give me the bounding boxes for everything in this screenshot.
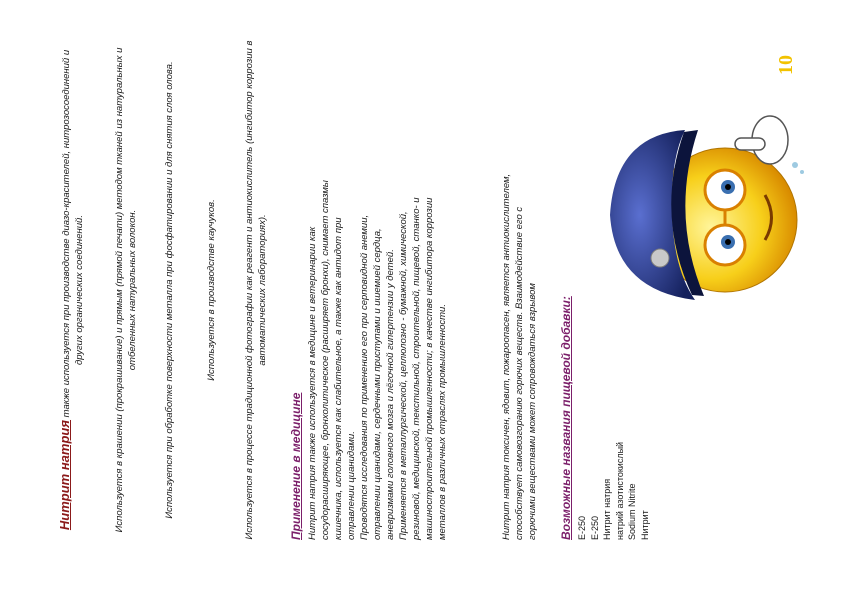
additive-name: Нитрит натрия [602,478,612,540]
warning-line: Нитрит натрия токсичен, ядовит, пожароопасен, является антиокислителем, [501,173,512,540]
warning-line: способствует самовозгоранию горючих веществ. Взаимодействие его с [514,206,525,540]
police-smiley-illustration [600,100,810,330]
medicine-line: отравлении цианидами. [346,431,357,540]
medicine-line: Нитрит натрия также используется в медицине и ветеринарии как [307,226,318,540]
warning-text [500,20,539,540]
paragraph-photo: Используется в процессе традиционной фотографии как реагент и антиокислитель (ингибитор коррозии в автоматических лабораториях). [244,40,268,540]
intro-block [58,40,86,540]
additive-name: Нитрит [639,510,650,540]
medicine-line: сосудорасширяющее, бронхолитическое (расширяет бронхи), снимает спазмы [320,180,331,540]
additive-heading-block [560,296,574,540]
medicine-line: Применяется в металлургической, целлюлозно - бумажной, химической, [398,211,409,540]
additive-name: E-250 [577,515,587,540]
medicine-heading: Применение в медицине [289,392,303,540]
additive-heading: Возможные названия пищевой добавки: [559,296,573,540]
medicine-text [306,20,449,540]
medicine-line: машиностроительной промышленности; в качестве ингибитора коррозии [424,197,435,540]
intro-title: Нитрит натрия [57,419,72,531]
medicine-line: аневризмами головного мозга и лёгочной гипертензии у детей. [385,249,396,540]
paragraph-dyeing: Используется в крашении (прокрашивание) и прямым (прямой печати) методом тканей из натуральных и отбеленных натуральных волокон. [114,47,138,533]
medicine-line: металлов в различных отраслях промышленности. [437,304,448,540]
paragraph-rubber: Используется в производстве каучуков. [206,199,217,381]
intro-text: также используется при производстве диазо-красителей, нитрозосоединений и других органических соединений. [61,49,85,420]
additive-names-list [576,340,651,540]
medicine-line: кишечника, используется как слабительное, а также как антидот при [333,217,344,540]
warning-line: горючими веществами может сопровождаться взрывом [527,283,538,540]
page-number: 10 [775,55,797,75]
medicine-line: резиновой, медицинской, текстильной, строительной, пищевой, станко- и [411,197,422,540]
additive-name: натрий азотистокислый [614,441,625,540]
medicine-line: Проводятся исследования по применению его при серповидной анемии, [359,214,370,540]
additive-name: Sodium Nitrite [627,483,637,540]
additive-name: E-250 [589,515,600,540]
paragraph-metal: Используется при обработке поверхности металла при фосфатировании и для снятия слоя олова. [164,61,175,519]
medicine-heading-block [290,393,304,540]
medicine-line: отравлении цианидами, сердечными приступами и ишемией сердца, [372,228,383,540]
